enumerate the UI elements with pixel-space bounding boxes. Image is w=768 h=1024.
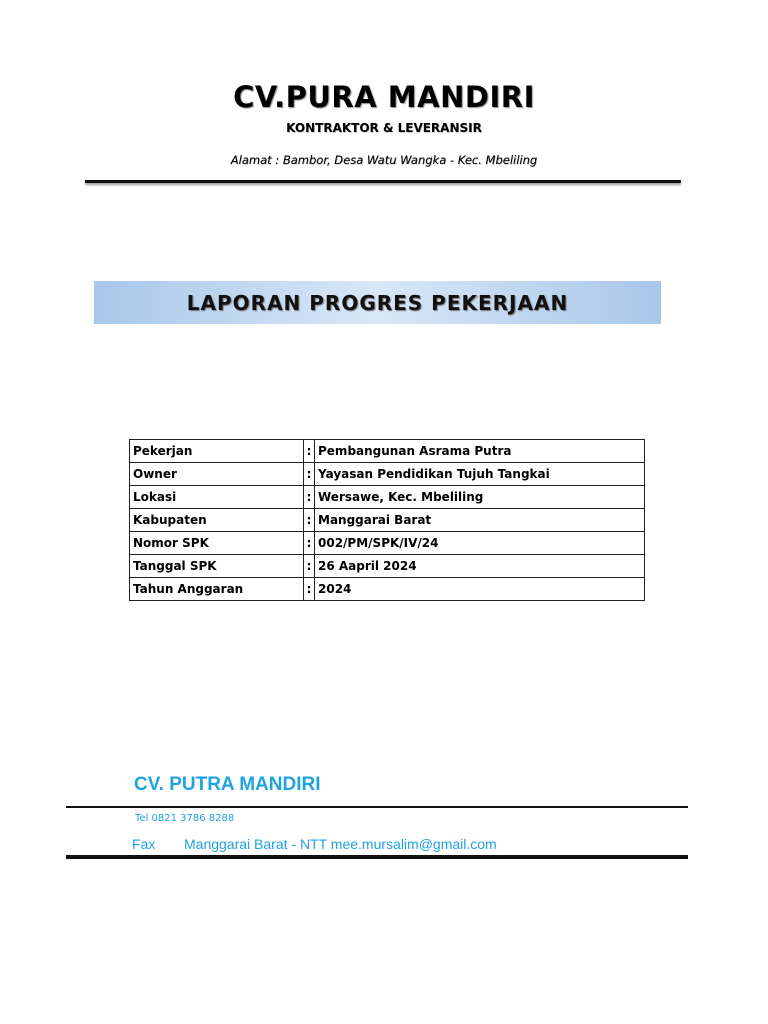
row-label: Lokasi [130, 486, 304, 509]
table-row [130, 532, 645, 555]
table-row [130, 440, 645, 463]
report-title-banner [94, 281, 661, 324]
row-label: Nomor SPK [130, 532, 304, 555]
row-separator: : [304, 463, 315, 486]
row-label: Tanggal SPK [130, 555, 304, 578]
footer-fax-label: Fax [132, 836, 156, 852]
row-label: Owner [130, 463, 304, 486]
table-row [130, 509, 645, 532]
row-value: 002/PM/SPK/IV/24 [315, 532, 645, 555]
row-separator: : [304, 555, 315, 578]
footer-company-name: CV. PUTRA MANDIRI [134, 774, 321, 795]
row-label: Tahun Anggaran [130, 578, 304, 601]
row-label: Pekerjan [130, 440, 304, 463]
table-row [130, 463, 645, 486]
footer-divider-bottom [66, 855, 688, 859]
report-title: LAPORAN PROGRES PEKERJAAN [186, 290, 569, 315]
table-row [130, 578, 645, 601]
footer-divider-top [66, 806, 688, 808]
row-value: 26 Aapril 2024 [315, 555, 645, 578]
row-value: Manggarai Barat [315, 509, 645, 532]
header-divider [85, 180, 681, 183]
row-value: Yayasan Pendidikan Tujuh Tangkai [315, 463, 645, 486]
table-row [130, 555, 645, 578]
row-separator: : [304, 486, 315, 509]
row-value: 2024 [315, 578, 645, 601]
company-name: CV.PURA MANDIRI [233, 80, 535, 114]
row-label: Kabupaten [130, 509, 304, 532]
footer-telephone: Tel 0821 3786 8288 [135, 813, 235, 824]
row-separator: : [304, 440, 315, 463]
row-value: Pembangunan Asrama Putra [315, 440, 645, 463]
table-row [130, 486, 645, 509]
footer-contact: Manggarai Barat - NTT mee.mursalim@gmail.com [184, 836, 497, 852]
company-address: Alamat : Bambor, Desa Watu Wangka - Kec. Mbeliling [230, 153, 538, 167]
row-separator: : [304, 532, 315, 555]
row-separator: : [304, 578, 315, 601]
row-separator: : [304, 509, 315, 532]
company-tagline: KONTRAKTOR & LEVERANSIR [286, 121, 482, 135]
project-info-table [129, 439, 645, 601]
row-value: Wersawe, Kec. Mbeliling [315, 486, 645, 509]
